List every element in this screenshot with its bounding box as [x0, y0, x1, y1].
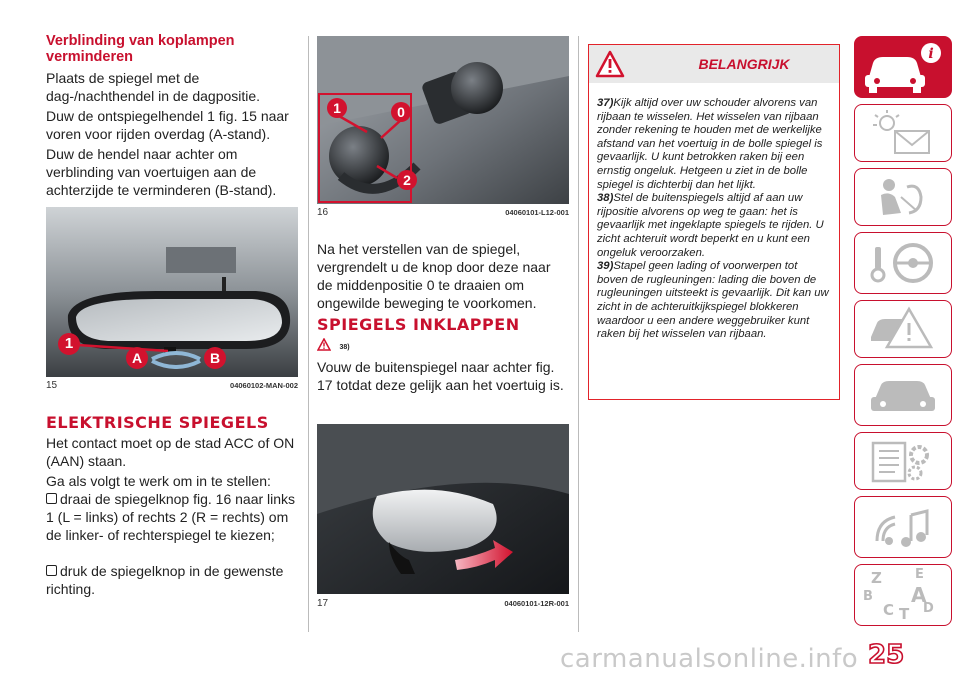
index-letter: A [911, 583, 927, 607]
section-title-electric-mirrors: ELEKTRISCHE SPIEGELS [46, 413, 269, 432]
index-letter: E [915, 567, 924, 582]
figure-15-rearview-mirror [46, 207, 298, 377]
watermark: carmanualsonline.info [560, 644, 859, 674]
figure-number: 17 [317, 598, 329, 609]
warning-box-body [589, 83, 839, 342]
tab-emergency[interactable] [854, 300, 952, 358]
paragraph-ignition: Het contact moet op de stad ACC of ON (AAN) staan. [46, 435, 295, 469]
paragraph-lock-knob: Na het verstellen van de spiegel, vergrendelt u de knop door deze naar de middenpositie 0 te draaien om ongewilde beweging te voorkomen. [317, 241, 551, 311]
bullet-text: druk de spiegelknop in de gewenste richting. [46, 563, 284, 597]
figure-code: 04060101-12R-001 [504, 599, 569, 608]
warning-item-number: 38) [597, 192, 614, 205]
figure-code: 04060102-MAN-002 [230, 381, 298, 390]
figure-code: 04060101-L12-001 [505, 208, 569, 217]
index-letter: C [883, 601, 895, 619]
warning-triangle-icon [595, 50, 625, 78]
paragraph-fold-back: Vouw de buitenspiegel naar achter fig. 17 totdat deze gelijk aan het voertuig is. [317, 359, 564, 393]
emergency-icon [855, 301, 951, 357]
tab-safety[interactable] [854, 168, 952, 226]
figure-17-folded-mirror [317, 424, 569, 594]
warning-item-39 [597, 260, 829, 342]
figure-number: 16 [317, 207, 329, 218]
seat-airbag-icon [855, 169, 951, 225]
index-letter: Z [871, 569, 882, 587]
mirror-knob-illustration [317, 36, 569, 204]
figure-16-mirror-knob [317, 36, 569, 204]
column-divider-right [578, 36, 579, 632]
maintenance-icon [855, 365, 951, 425]
svg-text:i: i [928, 46, 934, 62]
tab-technical-data[interactable] [854, 432, 952, 490]
warning-box-header [589, 45, 839, 83]
section-title-fold-mirrors: SPIEGELS INKLAPPEN [317, 315, 520, 334]
warning-item-38 [597, 192, 829, 260]
index-letter: T [899, 605, 910, 623]
callout-1: 1 [327, 98, 347, 118]
warning-item-text: Kijk altijd over uw schouder alvorens van rijbaan te wisselen. Het wisselen van rijbaan zonder rekening te houden met de werkelijke afstand van het voertuig in de bolle spiegel is gevaarlijk. U kunt betrokken raken bij een ernstig ongeluk. Hetgeen u ziet in de bolle spiegel is dichterbij dan het lijkt. [597, 97, 823, 191]
callout-a: A [126, 347, 148, 369]
multimedia-icon [855, 497, 951, 557]
warning-triangle-icon [317, 338, 331, 351]
warning-reference [317, 336, 350, 350]
warning-item-text: Stel de buitenspiegels altijd af aan uw rijpositie alvorens op weg te gaan: het is gevaarlijk met ingeklapte spiegels te rijden. U zicht achteruit wordt beperkt en u kunt een ongeluk veroorzaken. [597, 192, 824, 259]
paragraph-a-stand: Duw de ontspiegelhendel 1 fig. 15 naar voren voor rijden overdag (A-stand). [46, 108, 289, 142]
subheading-glare: Verblinding van koplampen verminderen [46, 33, 235, 65]
figure-number: 15 [46, 380, 58, 391]
car-info-icon [855, 37, 951, 97]
index-letter: D [923, 601, 934, 616]
warning-item-37 [597, 97, 829, 192]
warning-item-text: Stapel geen lading of voorwerpen tot boven de rugleuningen: lading die boven de rugleuningen uitsteekt is gevaarlijk. Dit kan uw zicht in de achteruitkijkspiegel blokkeren waardoor u een andere weggebruiker kunt raken bij het wisselen van rijbaan. [597, 260, 829, 341]
steering-key-icon [855, 233, 951, 293]
paragraph-b-stand: Duw de hendel naar achter om verblinding van voertuigen aan de achterzijde te verminderen (B-stand). [46, 146, 277, 198]
lever-arrow-icon [148, 349, 204, 369]
callout-1: 1 [58, 333, 80, 355]
callout-0: 0 [391, 102, 411, 122]
side-mirror-illustration [317, 424, 569, 594]
tab-index[interactable] [854, 564, 952, 626]
bullet-select-mirror [46, 490, 298, 544]
checkbox-bullet-icon [46, 565, 57, 576]
tab-vehicle-info[interactable] [854, 36, 952, 98]
warning-item-number: 39) [597, 260, 614, 273]
warning-lights-icon [855, 105, 951, 161]
warning-item-number: 37) [597, 97, 614, 109]
checkbox-bullet-icon [46, 493, 57, 504]
warning-box [588, 44, 840, 400]
callout-b: B [204, 347, 226, 369]
paragraph-day-position: Plaats de spiegel met de dag-/nachthendel in de dagpositie. [46, 70, 261, 104]
tab-starting-driving[interactable] [854, 232, 952, 294]
specs-gear-icon [855, 433, 951, 489]
warning-ref-text: 38) [339, 344, 350, 351]
figure-17-caption [317, 598, 569, 612]
callout-2: 2 [397, 170, 417, 190]
paragraph-procedure: Ga als volgt te werk om in te stellen: [46, 473, 271, 489]
tab-maintenance[interactable] [854, 364, 952, 426]
tab-multimedia[interactable] [854, 496, 952, 558]
bullet-text: draai de spiegelknop fig. 16 naar links 1 (L = links) of rechts 2 (R = rechts) om de linker- of rechterspiegel te kiezen; [46, 491, 296, 543]
page-number: 25 [868, 640, 905, 670]
tab-warning-lights[interactable] [854, 104, 952, 162]
warning-box-title: BELANGRIJK [698, 56, 790, 72]
figure-15-caption [46, 380, 298, 394]
index-letters-icon [855, 565, 951, 625]
figure-16-caption [317, 207, 569, 221]
bullet-press-knob [46, 562, 298, 598]
index-letter: B [863, 589, 873, 604]
column-divider-left [308, 36, 309, 632]
